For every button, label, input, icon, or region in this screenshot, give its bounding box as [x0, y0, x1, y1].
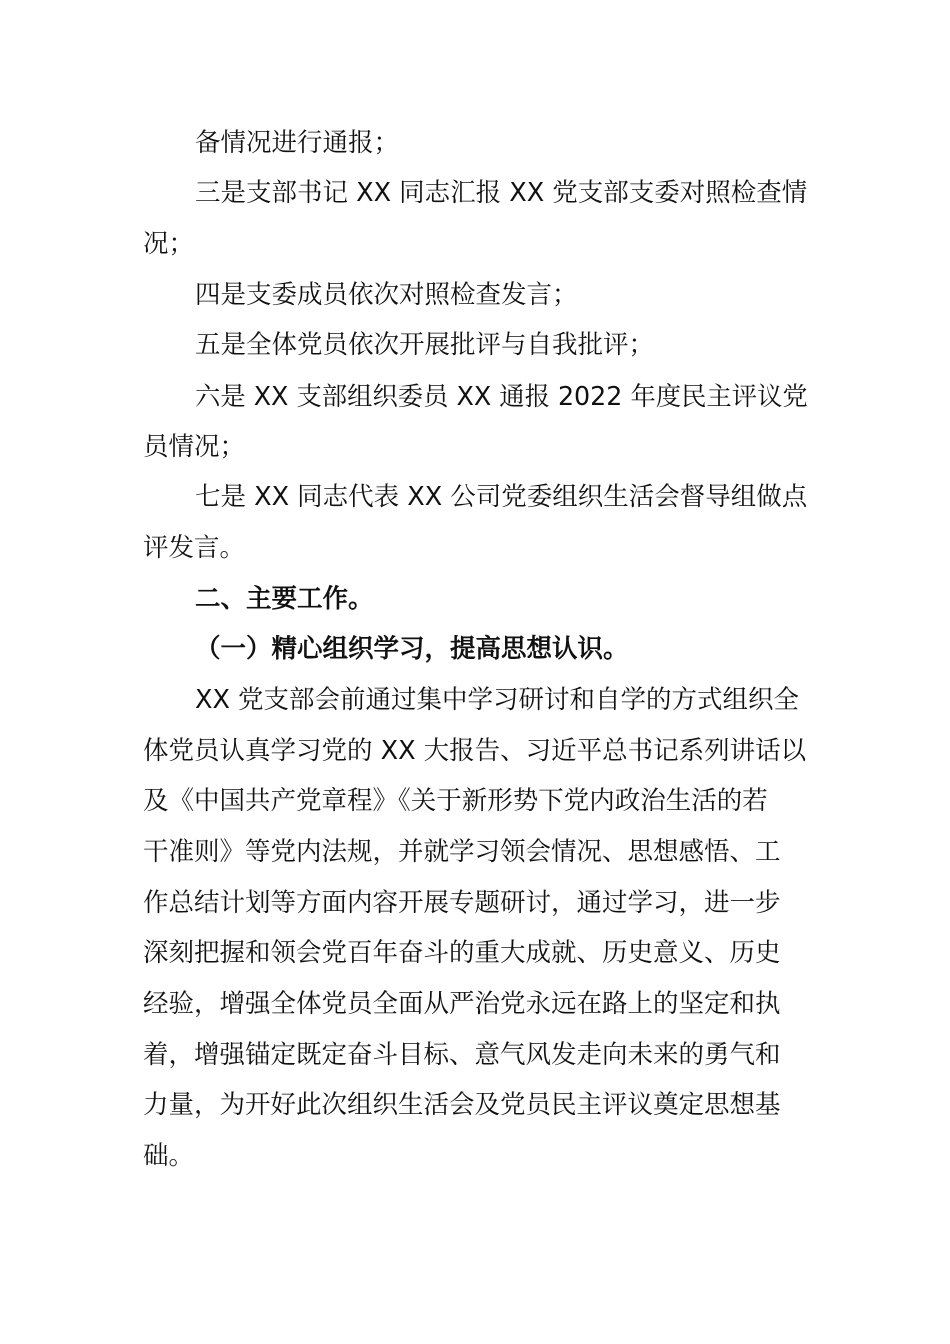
text-line: 着，增强锚定既定奋斗目标、意气风发走向未来的勇气和: [143, 1040, 781, 1070]
text-line: 评发言。: [143, 533, 246, 563]
text-line: 况；: [143, 229, 195, 259]
subsection-heading: （一）精心组织学习，提高思想认识。: [195, 634, 629, 664]
text-line: 三是支部书记 XX 同志汇报 XX 党支部支委对照检查情: [195, 178, 808, 208]
text-line: 五是全体党员依次开展批评与自我批评；: [195, 330, 655, 360]
text-line: 力量，为开好此次组织生活会及党员民主评议奠定思想基: [143, 1090, 781, 1120]
text-line: 及《中国共产党章程》《关于新形势下党内政治生活的若: [143, 786, 768, 816]
text-line: 六是 XX 支部组织委员 XX 通报 2022 年度民主评议党: [195, 381, 808, 411]
text-line: 干准则》等党内法规，并就学习领会情况、思想感悟、工: [143, 837, 781, 867]
text-line: 备情况进行通报；: [195, 128, 400, 158]
text-line: XX 党支部会前通过集中学习研讨和自学的方式组织全: [195, 685, 800, 715]
section-heading: 二、主要工作。: [195, 584, 374, 614]
text-line: 体党员认真学习党的 XX 大报告、习近平总书记系列讲话以: [143, 736, 807, 766]
text-line: 员情况；: [143, 432, 246, 462]
text-line: 四是支委成员依次对照检查发言；: [195, 280, 578, 310]
text-line: 作总结计划等方面内容开展专题研讨，通过学习，进一步: [143, 888, 781, 918]
text-line: 七是 XX 同志代表 XX 公司党委组织生活会督导组做点: [195, 482, 808, 512]
text-line: 础。: [143, 1141, 195, 1171]
text-line: 深刻把握和领会党百年奋斗的重大成就、历史意义、历史: [143, 938, 781, 968]
text-line: 经验，增强全体党员全面从严治党永远在路上的坚定和执: [143, 989, 781, 1019]
